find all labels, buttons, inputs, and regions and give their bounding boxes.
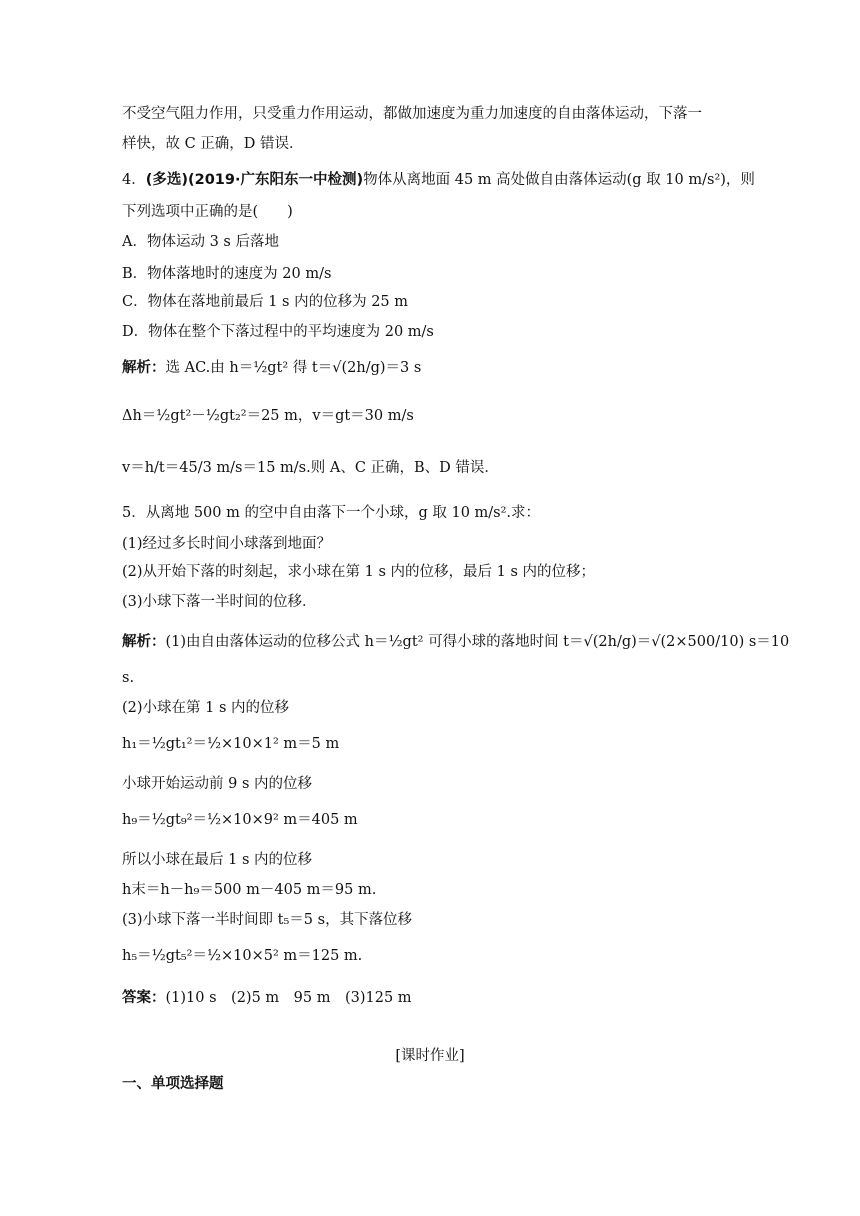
q5-answer: (1)10 s (2)5 m 95 m (3)125 m bbox=[165, 990, 412, 1006]
q5-a2-title2: 小球开始运动前 9 s 内的位移 bbox=[122, 776, 312, 792]
q4-analysis-line-2: Δh＝½gt²－½gt₂²＝25 m，v＝gt＝30 m/s bbox=[122, 408, 414, 424]
q5-a2-eq2: h₉＝½gt₉²＝½×10×9² m＝405 m bbox=[122, 812, 358, 828]
q5-part-1: (1)经过多长时间小球落到地面？ bbox=[122, 536, 332, 552]
q5-part-2: (2)从开始下落的时刻起，求小球在第 1 s 内的位移，最后 1 s 内的位移； bbox=[122, 564, 596, 580]
q5-a3-eq: h₅＝½gt₅²＝½×10×5² m＝125 m. bbox=[122, 948, 363, 964]
q5-analysis-label: 解析： bbox=[122, 634, 166, 650]
homework-section: 一、单项选择题 bbox=[122, 1076, 224, 1092]
q4-stem-a: 物体从离地面 45 m 高处做自由落体运动(g 取 10 m/s²)，则 bbox=[363, 172, 755, 188]
q5-a2-title: (2)小球在第 1 s 内的位移 bbox=[122, 700, 290, 716]
q4-option-a: A．物体运动 3 s 后落地 bbox=[122, 234, 279, 250]
q5-a2-title3: 所以小球在最后 1 s 内的位移 bbox=[122, 852, 312, 868]
q5-a3-title: (3)小球下落一半时间即 t₅＝5 s，其下落位移 bbox=[122, 912, 413, 928]
q5-analysis-line-1 bbox=[122, 632, 789, 652]
q4-tag: (多选) bbox=[145, 172, 188, 188]
q5-stem: 5．从离地 500 m 的空中自由落下一个小球，g 取 10 m/s².求： bbox=[122, 505, 541, 521]
q4-number: 4． bbox=[122, 172, 146, 188]
q4-analysis-label: 解析： bbox=[122, 360, 166, 376]
q5-answer-label: 答案： bbox=[122, 990, 166, 1006]
q4-option-d: D．物体在整个下落过程中的平均速度为 20 m/s bbox=[122, 324, 434, 340]
intro-line-1: 不受空气阻力作用，只受重力作用运动，都做加速度为重力加速度的自由落体运动，下落一 bbox=[122, 106, 702, 122]
q4-analysis-line-1 bbox=[122, 358, 421, 378]
q4-analysis-1: 选 AC.由 h＝½gt² 得 t＝√(2h/g)＝3 s bbox=[165, 360, 422, 376]
q4-option-b: B．物体落地时的速度为 20 m/s bbox=[122, 266, 332, 282]
q4-source: (2019·广东阳东一中检测) bbox=[188, 172, 364, 188]
q5-part-3: (3)小球下落一半时间的位移． bbox=[122, 594, 317, 610]
q5-analysis-tail: s. bbox=[122, 670, 135, 686]
q4-stem-line-1 bbox=[122, 170, 755, 190]
q5-a2-eq: h₁＝½gt₁²＝½×10×1² m＝5 m bbox=[122, 736, 340, 752]
homework-title: [课时作业] bbox=[395, 1048, 465, 1064]
q5-answer-line bbox=[122, 988, 412, 1008]
intro-line-2: 样快，故 C 正确，D 错误． bbox=[122, 136, 304, 152]
q4-analysis-line-3: v＝h/t＝45/3 m/s＝15 m/s.则 A、C 正确，B、D 错误． bbox=[122, 460, 499, 476]
q5-analysis-1: (1)由自由落体运动的位移公式 h＝½gt² 可得小球的落地时间 t＝√(2h/g)＝√(2×500/10) s＝10 bbox=[165, 634, 790, 650]
q4-stem-line-2: 下列选项中正确的是( ) bbox=[122, 204, 293, 220]
q5-a2-eq3: h末＝h－h₉＝500 m－405 m＝95 m. bbox=[122, 882, 377, 898]
q4-option-c: C．物体在落地前最后 1 s 内的位移为 25 m bbox=[122, 294, 409, 310]
